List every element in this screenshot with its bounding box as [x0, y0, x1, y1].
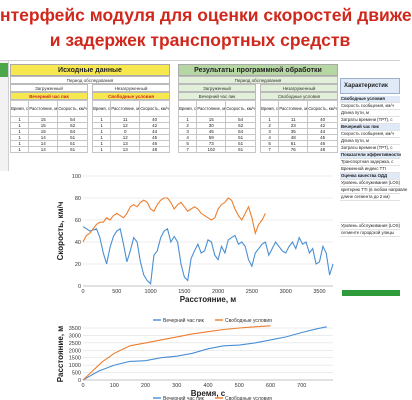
table-cell[interactable]: 59 [197, 135, 226, 141]
column-header[interactable]: Расстояние, м [279, 101, 308, 117]
table-cell[interactable]: 1 [93, 147, 111, 153]
table-cell[interactable]: 15 [29, 129, 58, 135]
table-cell[interactable]: 61 [279, 141, 308, 147]
table-cell[interactable]: 102 [197, 147, 226, 153]
characteristic-row[interactable]: Временной индекс ТТI [340, 166, 400, 173]
table-cell[interactable]: 73 [197, 141, 226, 147]
table-cell[interactable]: 30 [197, 123, 226, 129]
characteristic-row[interactable]: Свободные условия [340, 96, 400, 103]
table-cell[interactable]: 4 [261, 135, 279, 141]
results-table-evening [178, 100, 256, 153]
series-line-free [83, 326, 271, 380]
y-tick-label: 2000 [68, 348, 81, 355]
characteristic-row[interactable]: Скорость сообщения, км/ч [340, 131, 400, 138]
y-tick-label: 100 [71, 174, 81, 180]
table-header-row [93, 101, 170, 117]
x-tick-label: 300 [172, 383, 182, 389]
table-cell[interactable]: 1 [11, 129, 29, 135]
table-cell[interactable]: 46 [308, 141, 338, 147]
table-cell[interactable]: 1 [11, 117, 29, 123]
x-tick-label: 1000 [144, 289, 157, 295]
distance-time-chart [55, 320, 340, 400]
table-cell[interactable]: 5 [261, 141, 279, 147]
sheet-divider [0, 60, 400, 61]
table-cell[interactable]: 42 [308, 123, 338, 129]
table-cell[interactable]: 3 [261, 129, 279, 135]
characteristic-row[interactable]: длине сегмента до 2 км) [340, 194, 400, 201]
y-tick-label: 3500 [68, 326, 81, 332]
table-cell[interactable]: 54 [58, 117, 88, 123]
page-title [0, 0, 412, 58]
y-tick-label: 20 [74, 262, 81, 268]
x-tick-label: 700 [297, 383, 307, 389]
table-cell[interactable]: 14 [29, 141, 58, 147]
table-cell[interactable]: 46 [140, 141, 170, 147]
table-cell[interactable]: 44 [308, 129, 338, 135]
table-cell[interactable]: 7 [261, 147, 279, 153]
table-cell[interactable]: 51 [226, 147, 256, 153]
column-header[interactable]: Расстояние, м [29, 101, 58, 117]
column-header[interactable]: Время, с [261, 101, 279, 117]
legend-label: Свободные условия [225, 396, 272, 400]
source-table-evening [10, 100, 88, 153]
characteristic-row[interactable]: Вечерний час пик [340, 124, 400, 131]
table-cell[interactable]: 52 [226, 123, 256, 129]
y-tick-label: 1500 [68, 355, 81, 362]
table-cell[interactable]: 1 [11, 147, 29, 153]
source-unloaded-label: Незагруженный [92, 84, 170, 92]
x-tick-label: 3500 [313, 289, 326, 295]
table-cell[interactable]: 51 [58, 147, 88, 153]
table-cell[interactable]: 1 [93, 117, 111, 123]
table-cell[interactable]: 14 [29, 147, 58, 153]
characteristic-row[interactable]: Оценка качества ОДД [340, 173, 400, 180]
x-tick-label: 2000 [212, 289, 225, 295]
table-cell[interactable]: 1 [93, 123, 111, 129]
table-cell[interactable]: 11 [111, 117, 140, 123]
column-header[interactable]: Время, с [179, 101, 197, 117]
source-table-free [92, 100, 170, 153]
table-cell[interactable]: 45 [308, 135, 338, 141]
x-tick-label: 400 [203, 383, 213, 389]
table-header-row [261, 101, 338, 117]
table-cell[interactable]: 35 [279, 129, 308, 135]
x-axis-label: Время, с [190, 389, 226, 398]
legend-label: Вечерний час пик [163, 318, 204, 324]
table-cell[interactable]: 54 [226, 129, 256, 135]
table-cell[interactable]: 1 [11, 135, 29, 141]
column-header[interactable]: Скорость, км/ч [226, 101, 256, 117]
characteristic-row[interactable]: Затраты времени (ТРТ), с [340, 117, 400, 124]
x-tick-label: 0 [81, 289, 85, 295]
table-cell[interactable]: 51 [226, 141, 256, 147]
x-tick-label: 1500 [178, 289, 191, 295]
series-line-evening [83, 327, 327, 380]
characteristic-row[interactable]: Транспортная задержка, с [340, 159, 400, 166]
table-row [179, 147, 256, 153]
table-cell[interactable]: 2 [179, 123, 197, 129]
y-tick-label: 1000 [68, 363, 81, 370]
series-line-evening [83, 227, 333, 284]
table-cell[interactable]: 3 [179, 129, 197, 135]
x-tick-label: 200 [140, 383, 151, 389]
table-cell[interactable]: 2 [261, 123, 279, 129]
table-row [93, 147, 170, 153]
table-cell[interactable]: 14 [29, 135, 58, 141]
table-cell[interactable]: 40 [140, 117, 170, 123]
table-cell[interactable]: 1 [93, 129, 111, 135]
characteristic-row[interactable]: Затраты времени (ТРТ), с [340, 145, 400, 152]
y-tick-label: 2500 [68, 340, 81, 347]
x-axis-label: Расстояние, м [179, 295, 237, 304]
table-cell[interactable]: 12 [111, 135, 140, 141]
table-cell[interactable]: 7 [179, 147, 197, 153]
table-cell[interactable]: 1 [11, 141, 29, 147]
selected-cell-highlight[interactable] [342, 290, 400, 296]
selected-row-marker[interactable] [0, 63, 8, 77]
table-cell[interactable]: 48 [140, 147, 170, 153]
table-cell[interactable]: 44 [140, 129, 170, 135]
column-header[interactable]: Скорость, км/ч [308, 101, 338, 117]
characteristic-row[interactable]: Скорость сообщения, км/ч [340, 103, 400, 110]
x-tick-label: 3000 [279, 289, 292, 295]
table-cell[interactable]: 48 [308, 147, 338, 153]
column-header[interactable]: Скорость, км/ч [140, 101, 170, 117]
column-header[interactable]: Расстояние, м [197, 101, 226, 117]
table-cell[interactable]: 45 [140, 135, 170, 141]
y-axis-label: Скорость, км/ч [56, 201, 65, 261]
y-tick-label: 80 [74, 196, 81, 202]
results-table-free [260, 100, 338, 153]
characteristic-row[interactable]: критерию TTI (в любом направле [341, 187, 408, 192]
characteristic-row[interactable]: Показатели эффективности [341, 152, 401, 157]
table-cell[interactable]: 13 [111, 147, 140, 153]
characteristic-row[interactable]: Длина пути, м [340, 110, 400, 117]
table-cell[interactable]: 5 [179, 141, 197, 147]
source-data-header: Исходные данные [10, 64, 170, 76]
results-header: Результаты программной обработки [178, 64, 338, 76]
table-cell[interactable]: 0 [111, 129, 140, 135]
table-cell[interactable]: 1 [11, 123, 29, 129]
characteristic-row[interactable]: сегменте городской улицы [340, 230, 400, 237]
results-unloaded-label: Незагруженный [260, 84, 338, 92]
table-row [11, 147, 88, 153]
table-cell[interactable]: 1 [179, 117, 197, 123]
source-period-label: Период обследования [10, 76, 170, 84]
column-header[interactable]: Расстояние, м [111, 101, 140, 117]
x-tick-label: 500 [112, 289, 122, 295]
y-tick-label: 0 [77, 284, 81, 290]
legend-label: Свободные условия [225, 318, 272, 324]
results-free-label: Свободные условия [260, 92, 338, 100]
table-cell[interactable]: 40 [308, 117, 338, 123]
table-cell[interactable]: 76 [279, 147, 308, 153]
table-header-row [11, 101, 88, 117]
characteristics-header: Характеристик [340, 78, 400, 94]
y-axis-label: Расстояние, м [56, 325, 65, 383]
results-evening-label: Вечерний час пик [178, 92, 256, 100]
table-cell[interactable]: 15 [29, 117, 58, 123]
table-cell[interactable]: 13 [111, 141, 140, 147]
x-tick-label: 500 [234, 383, 244, 389]
x-tick-label: 600 [265, 383, 276, 389]
y-tick-label: 60 [74, 218, 81, 224]
title-line-1: нтерфейс модуля для оценки скоростей движе [0, 5, 412, 25]
source-evening-label[interactable]: Вечерний час пик [10, 92, 88, 100]
column-header[interactable]: Скорость, км/ч [58, 101, 88, 117]
legend-label: Вечерний час пик [163, 396, 204, 400]
table-cell[interactable]: 23 [279, 123, 308, 129]
y-tick-label: 40 [74, 240, 81, 246]
characteristic-row[interactable] [340, 201, 400, 223]
table-cell[interactable]: 42 [140, 123, 170, 129]
table-cell[interactable]: 45 [197, 129, 226, 135]
x-tick-label: 0 [81, 383, 85, 389]
table-cell[interactable]: 12 [111, 123, 140, 129]
table-cell[interactable]: 15 [197, 117, 226, 123]
source-loaded-label: Загруженный [10, 84, 88, 92]
table-cell[interactable]: 1 [93, 135, 111, 141]
table-cell[interactable]: 51 [58, 135, 88, 141]
results-loaded-label: Загруженный [178, 84, 256, 92]
y-tick-label: 500 [71, 370, 81, 377]
table-cell[interactable]: 15 [29, 123, 58, 129]
y-tick-label: 0 [77, 378, 81, 384]
table-row [261, 147, 338, 153]
table-cell[interactable]: 52 [58, 123, 88, 129]
characteristics-panel [340, 78, 408, 318]
table-cell[interactable]: 11 [279, 117, 308, 123]
table-cell[interactable]: 51 [226, 135, 256, 141]
characteristic-row[interactable]: Уровень обслуживания (LOS) [341, 223, 401, 228]
x-tick-label: 100 [109, 383, 119, 389]
table-cell[interactable]: 51 [58, 141, 88, 147]
results-period-label: Период обследования [178, 76, 338, 84]
table-cell[interactable]: 1 [261, 117, 279, 123]
table-cell[interactable]: 48 [279, 135, 308, 141]
title-line-2: и задержек транспортных средств [49, 30, 351, 50]
y-tick-label: 3000 [68, 333, 81, 340]
source-free-label[interactable]: Свободные условия [92, 92, 170, 100]
characteristic-row[interactable]: Длина пути, м [340, 138, 400, 145]
table-header-row [179, 101, 256, 117]
characteristic-row[interactable]: Уровень обслуживания (LOS) [341, 180, 401, 185]
table-cell[interactable]: 4 [179, 135, 197, 141]
column-header[interactable]: Время, с [93, 101, 111, 117]
x-tick-label: 2500 [245, 289, 259, 295]
table-cell[interactable]: 1 [93, 141, 111, 147]
table-cell[interactable]: 54 [58, 129, 88, 135]
table-cell[interactable]: 54 [226, 117, 256, 123]
speed-distance-chart [55, 168, 340, 328]
row-header-bar [0, 61, 9, 171]
column-header[interactable]: Время, с [11, 101, 29, 117]
